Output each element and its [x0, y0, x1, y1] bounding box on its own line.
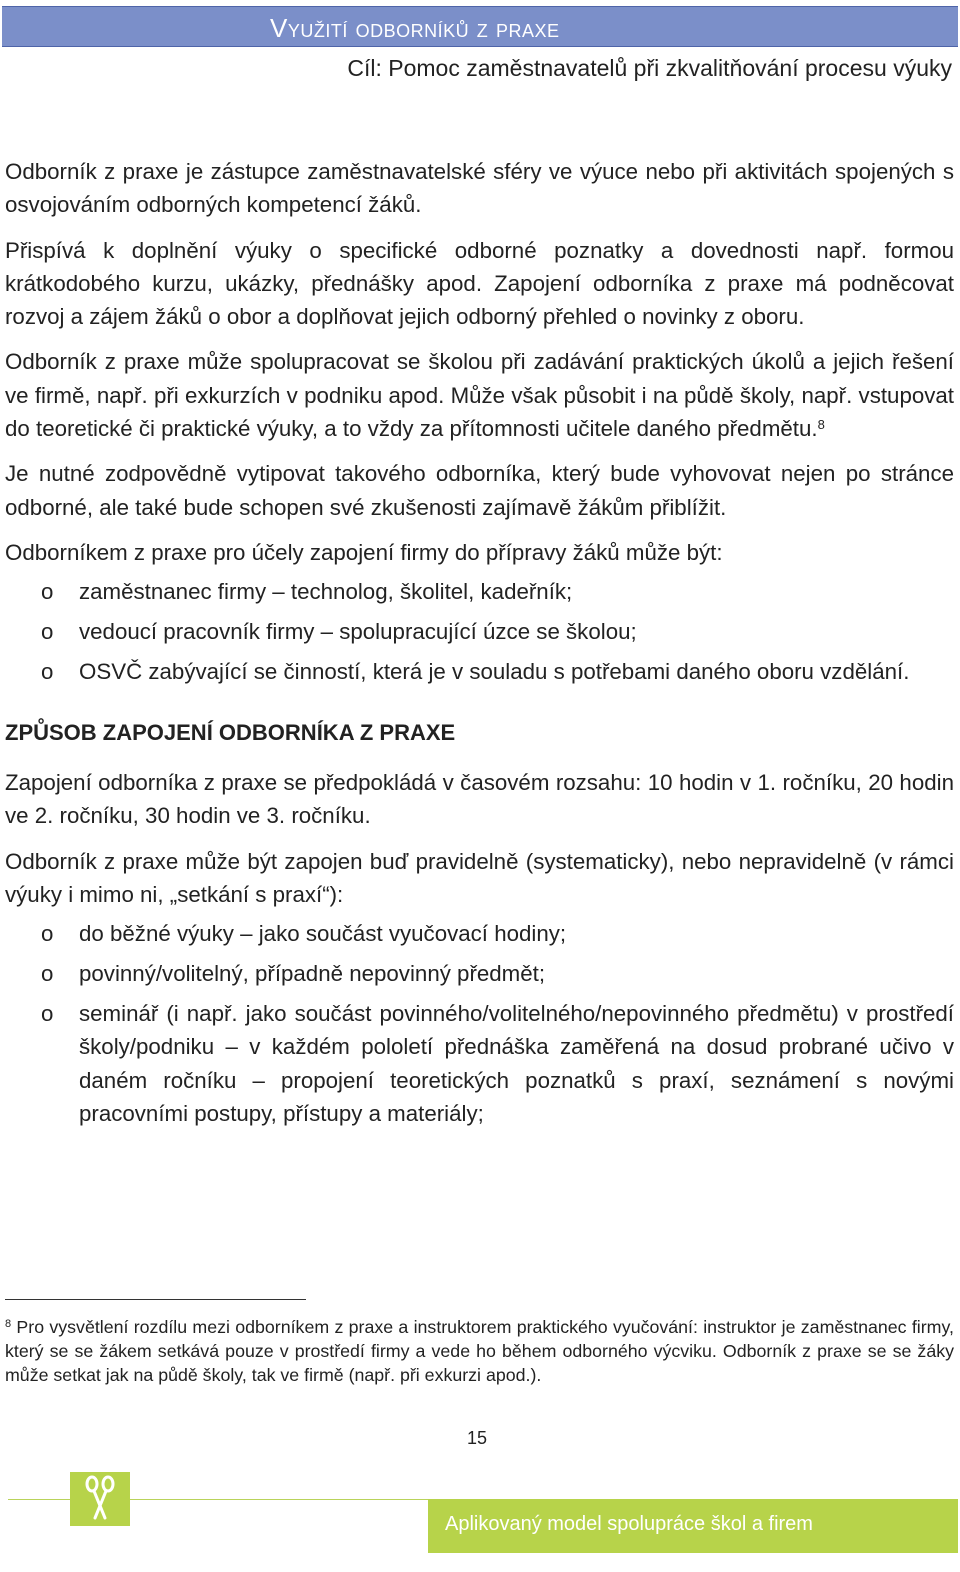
list-item-text: do běžné výuky – jako součást vyučovací hodiny;	[79, 921, 567, 947]
section-heading: ZPŮSOB ZAPOJENÍ ODBORNÍKA Z PRAXE	[5, 720, 456, 746]
paragraph-contribution: Přispívá k doplnění výuky o specifické odborné poznatky a dovednosti např. formou krátkodobého kurzu, ukázky, přednášky apod. Zapojení odborníka z praxe má podněcovat rozvoj a zájem žáků o obor a doplňovat jejich odborný přehled o novinky z oboru.	[5, 237, 954, 330]
bullet-icon: o	[41, 619, 54, 645]
list-item	[5, 615, 954, 648]
footnote-reference[interactable]: 8	[817, 417, 825, 433]
list-item	[5, 575, 954, 608]
bullet-icon: o	[41, 921, 54, 947]
list-item-text: povinný/volitelný, případně nepovinný předmět;	[79, 961, 546, 987]
scissors-icon	[70, 1472, 130, 1526]
paragraph-definition: Odborník z praxe je zástupce zaměstnavatelské sféry ve výuce nebo při aktivitách spojených s osvojováním odborných kompetencí žáků.	[5, 159, 954, 218]
list-item-text: vedoucí pracovník firmy – spolupracující úzce se školou;	[79, 619, 637, 645]
bullet-icon: o	[41, 658, 54, 684]
page-title: Využití odborníků z praxe	[270, 13, 560, 43]
list-item-text: OSVČ zabývající se činností, která je v souladu s potřebami daného oboru vzdělání.	[79, 658, 910, 684]
page-number: 15	[467, 1428, 488, 1448]
list-item	[5, 655, 954, 688]
paragraph-time-range: Zapojení odborníka z praxe se předpokládá v časovém rozsahu: 10 hodin v 1. ročníku, 20 hodin ve 2. ročníku, 30 hodin ve 3. ročníku.	[5, 770, 954, 829]
main-content	[5, 155, 954, 1142]
list-item-text: seminář (i např. jako součást povinného/volitelného/nepovinného předmětu) v prostředí školy/podniku – v každém pololetí přednáška zaměřená na dosud probrané učivo v daném ročníku – propojení teoretických poznatků s praxí, seznámení s novými pracovními postupy, přístupy a materiály;	[79, 1000, 954, 1126]
paragraph-who-can-be: Odborníkem z praxe pro účely zapojení firmy do přípravy žáků může být:	[5, 539, 723, 565]
list-item	[5, 997, 954, 1130]
footnote-text: Pro vysvětlení rozdílu mezi odborníkem z praxe a instruktorem praktického vyučování: instruktor je zaměstnanec firmy, který se se žákem setkává pouze v prostředí firmy a vede ho během odborného výcviku. Odborník z praxe se se žáky může setkat jak na půdě školy, tak ve firmě (např. při exkurzi apod.).	[5, 1317, 954, 1386]
footer-project-name: Aplikovaný model spolupráce škol a firem	[445, 1513, 813, 1535]
page-subtitle: Cíl: Pomoc zaměstnavatelů při zkvalitňování procesu výuky	[347, 55, 952, 81]
footnote-number: 8	[5, 1318, 12, 1330]
paragraph-cooperation-text: Odborník z praxe může spolupracovat se školou při zadávání praktických úkolů a jejich řešení ve firmě, např. při exkurzích v podniku apod. Může však působit i na půdě školy, např. vstupovat do teoretické či praktické výuky, a to vždy za přítomnosti učitele daného předmětu.	[5, 349, 954, 442]
footnote	[5, 1315, 954, 1388]
footnote-divider	[5, 1299, 306, 1300]
paragraph-selection: Je nutné zodpovědně vytipovat takového odborníka, který bude vyhovovat nejen po stránce odborné, ale také bude schopen své zkušenosti zajímavě žákům přiblížit.	[5, 461, 954, 520]
list-item-text: zaměstnanec firmy – technolog, školitel, kadeřník;	[79, 579, 573, 605]
paragraph-cooperation	[5, 345, 954, 445]
expert-types-list	[5, 575, 954, 688]
title-bar	[2, 6, 958, 47]
bullet-icon: o	[41, 579, 54, 605]
list-item	[5, 917, 954, 950]
footer-logo	[70, 1472, 130, 1526]
bullet-icon: o	[41, 961, 54, 987]
bullet-icon: o	[41, 1000, 54, 1026]
paragraph-involvement: Odborník z praxe může být zapojen buď pravidelně (systematicky), nebo nepravidelně (v rámci výuky i mimo ni, „setkání s praxí“):	[5, 848, 954, 908]
involvement-forms-list	[5, 917, 954, 1130]
list-item	[5, 957, 954, 990]
